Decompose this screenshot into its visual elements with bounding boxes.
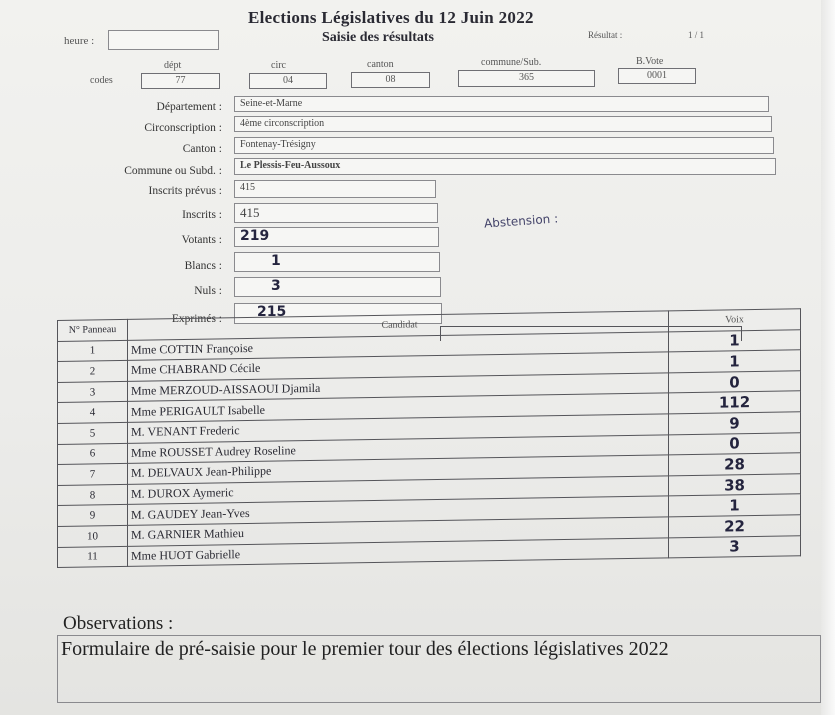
- row-panneau: 1: [58, 340, 128, 362]
- row-candidat: M. VENANT Frederic: [128, 414, 669, 443]
- inscrits-prevus-label: Inscrits prévus :: [148, 185, 222, 197]
- row-panneau: 5: [58, 422, 128, 444]
- canton-code-label: canton: [367, 59, 394, 70]
- exprimes-field[interactable]: 215: [234, 303, 442, 324]
- inscrits-label: Inscrits :: [182, 209, 222, 221]
- row-candidat: Mme COTTIN Françoise: [128, 331, 669, 360]
- row-candidat: M. GAUDEY Jean-Yves: [128, 496, 669, 525]
- heure-field[interactable]: [108, 30, 219, 50]
- canton-field[interactable]: Fontenay-Trésigny: [234, 137, 774, 154]
- votants-field[interactable]: 219: [234, 227, 439, 247]
- row-candidat: Mme HUOT Gabrielle: [128, 537, 669, 566]
- nuls-label: Nuls :: [194, 285, 222, 297]
- commune-field[interactable]: Le Plessis-Feu-Aussoux: [234, 158, 776, 175]
- dept-code-field[interactable]: 77: [141, 73, 220, 89]
- row-candidat: M. DUROX Aymeric: [128, 476, 669, 505]
- row-candidat: Mme ROUSSET Audrey Roseline: [128, 434, 669, 463]
- blancs-field[interactable]: 1: [234, 252, 440, 272]
- row-voix[interactable]: 3: [669, 535, 801, 558]
- abstention-label: Abstension :: [483, 211, 559, 231]
- canton-label: Canton :: [182, 143, 222, 155]
- exprimes-label: Exprimés :: [171, 313, 222, 325]
- row-voix[interactable]: 22: [669, 515, 801, 538]
- row-panneau: 3: [58, 381, 128, 403]
- row-panneau: 2: [58, 361, 128, 383]
- circonscription-label: Circonscription :: [144, 122, 222, 134]
- bvote-code-field[interactable]: 0001: [618, 68, 696, 84]
- form-subtitle: Saisie des résultats: [322, 30, 434, 45]
- votants-label: Votants :: [181, 234, 222, 246]
- row-panneau: 7: [58, 464, 128, 486]
- dept-code-label: dépt: [164, 60, 182, 71]
- commune-label: Commune ou Subd. :: [124, 165, 222, 177]
- row-voix[interactable]: 0: [669, 432, 801, 455]
- observations-field[interactable]: Formulaire de pré-saisie pour le premier tour des élections législatives 2022: [57, 635, 821, 703]
- row-voix[interactable]: 1: [669, 350, 801, 373]
- nuls-field[interactable]: 3: [234, 277, 441, 297]
- col-candidat-header: Candidat: [128, 311, 669, 340]
- inscrits-prevus-field[interactable]: 415: [234, 180, 436, 198]
- row-candidat: M. DELVAUX Jean-Philippe: [128, 455, 669, 484]
- circonscription-field[interactable]: 4ème circonscription: [234, 116, 772, 132]
- row-candidat: Mme PERIGAULT Isabelle: [128, 393, 669, 422]
- row-voix[interactable]: 1: [669, 494, 801, 517]
- row-panneau: 10: [58, 525, 128, 547]
- col-panneau-header: N° Panneau: [58, 319, 128, 341]
- commune-code-label: commune/Sub.: [481, 57, 542, 68]
- bvote-code-label: B.Vote: [636, 56, 664, 67]
- form-title: Elections Législatives du 12 Juin 2022: [248, 8, 534, 27]
- row-candidat: M. GARNIER Mathieu: [128, 517, 669, 546]
- resultat-label: Résultat :: [588, 30, 623, 40]
- row-panneau: 11: [58, 546, 128, 568]
- resultat-value: 1 / 1: [688, 30, 705, 40]
- row-voix[interactable]: 1: [669, 329, 801, 352]
- row-voix[interactable]: 112: [669, 391, 801, 414]
- results-table: [57, 308, 801, 568]
- departement-label: Département :: [156, 101, 222, 113]
- row-candidat: Mme MERZOUD-AISSAOUI Djamila: [128, 373, 669, 402]
- row-voix[interactable]: 9: [669, 412, 801, 435]
- row-voix[interactable]: 28: [669, 453, 801, 476]
- codes-label: codes: [90, 75, 113, 86]
- row-voix[interactable]: 38: [669, 474, 801, 497]
- row-panneau: 8: [58, 484, 128, 506]
- departement-field[interactable]: Seine-et-Marne: [234, 96, 769, 112]
- observations-label: Observations :: [63, 613, 174, 634]
- circ-code-field[interactable]: 04: [249, 73, 327, 89]
- row-voix[interactable]: 0: [669, 371, 801, 394]
- row-candidat: Mme CHABRAND Cécile: [128, 352, 669, 381]
- circ-code-label: circ: [271, 60, 286, 71]
- row-panneau: 4: [58, 402, 128, 424]
- inscrits-field[interactable]: 415: [234, 203, 438, 223]
- blancs-label: Blancs :: [184, 260, 222, 272]
- row-panneau: 6: [58, 443, 128, 465]
- commune-code-field[interactable]: 365: [458, 70, 595, 87]
- col-voix-header: Voix: [669, 309, 801, 332]
- canton-code-field[interactable]: 08: [351, 72, 430, 88]
- heure-label: heure :: [64, 35, 95, 47]
- adjacent-page-edge: [821, 0, 835, 715]
- row-panneau: 9: [58, 505, 128, 527]
